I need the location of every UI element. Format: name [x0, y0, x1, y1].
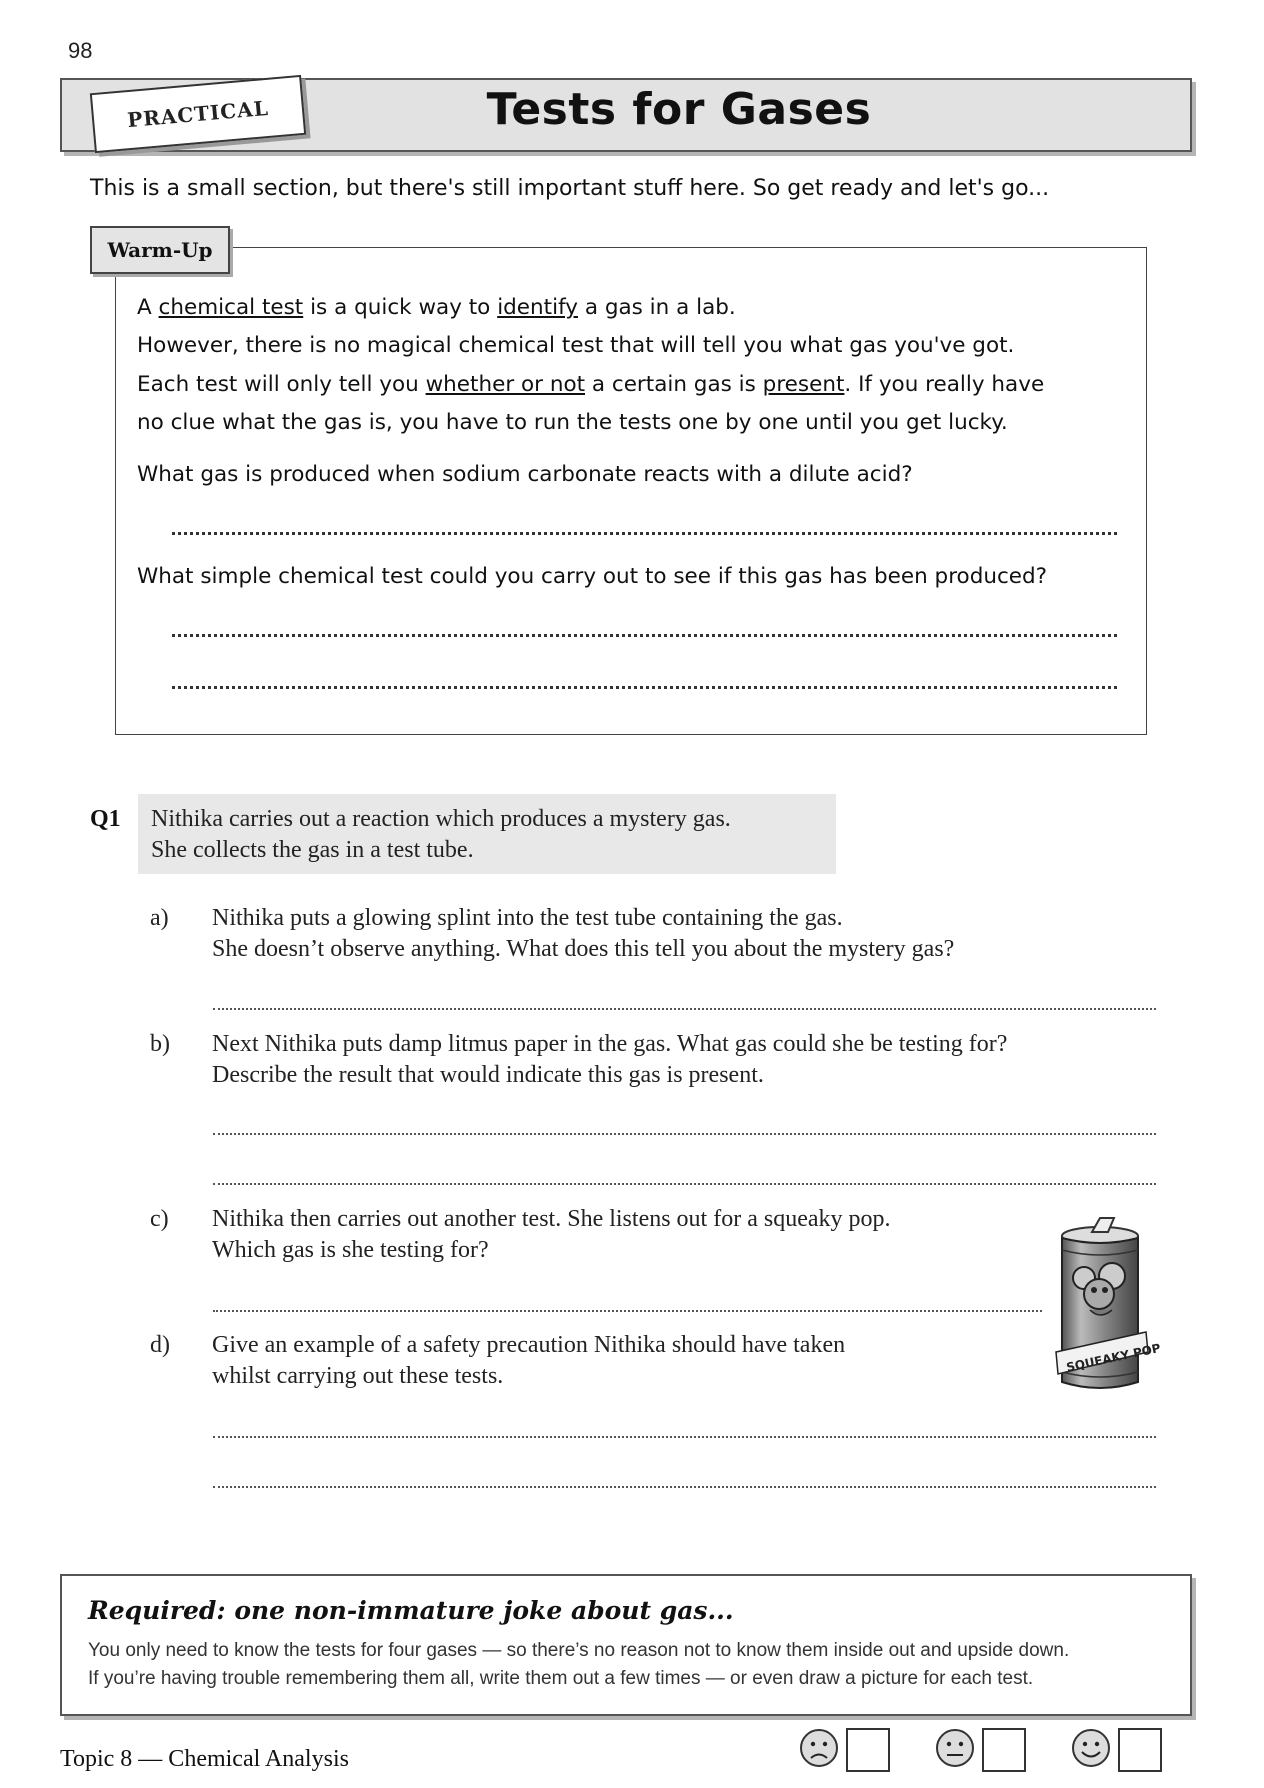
warm-up-question-2: What simple chemical test could you carry out to see if this gas has been produced? — [137, 564, 1048, 589]
part-d-line-1: Give an example of a safety precaution Nithika should have taken — [212, 1332, 846, 1358]
sad-face-icon — [799, 1728, 839, 1768]
q1-stem-line-1: Nithika carries out a reaction which produces a mystery gas. — [151, 806, 731, 832]
part-label-a: a) — [150, 905, 169, 931]
topic-footer: Topic 8 — Chemical Analysis — [60, 1746, 349, 1772]
answer-line[interactable] — [172, 686, 1117, 689]
neutral-checkbox[interactable] — [982, 1728, 1026, 1772]
part-c-line-2: Which gas is she testing for? — [212, 1237, 489, 1263]
answer-line[interactable] — [172, 634, 1117, 637]
question-number: Q1 — [90, 806, 121, 832]
part-d-line-2: whilst carrying out these tests. — [212, 1363, 504, 1389]
part-b-line-1: Next Nithika puts damp litmus paper in the gas. What gas could she be testing for? — [212, 1031, 1008, 1057]
answer-line[interactable] — [172, 532, 1117, 535]
part-a-line-1: Nithika puts a glowing splint into the test tube containing the gas. — [212, 905, 843, 931]
part-b-line-2: Describe the result that would indicate this gas is present. — [212, 1062, 764, 1088]
part-label-d: d) — [150, 1332, 170, 1358]
answer-line[interactable] — [213, 1008, 1156, 1010]
warm-up-line-4: no clue what the gas is, you have to run the tests one by one until you get lucky. — [137, 410, 1008, 435]
part-label-c: c) — [150, 1206, 169, 1232]
answer-line[interactable] — [213, 1486, 1156, 1488]
can-label-text: SQUEAKY POP — [1065, 1340, 1162, 1375]
term-identify: identify — [497, 295, 578, 320]
intro-text: This is a small section, but there's still important stuff here. So get ready and let's go... — [90, 176, 1050, 201]
warm-up-tab: Warm-Up — [90, 226, 230, 274]
answer-line[interactable] — [213, 1183, 1156, 1185]
term-chemical-test: chemical test — [158, 295, 304, 320]
answer-line[interactable] — [213, 1310, 1042, 1312]
term-present: present — [762, 372, 845, 397]
neutral-face-icon — [935, 1728, 975, 1768]
answer-line[interactable] — [213, 1133, 1156, 1135]
happy-face-icon — [1071, 1728, 1111, 1768]
warm-up-box — [115, 247, 1147, 735]
warm-up-line-2: However, there is no magical chemical test that will tell you what gas you've got. — [137, 333, 1015, 358]
practical-badge: PRACTICAL — [90, 75, 306, 153]
squeaky-pop-can-illustration — [1052, 1212, 1162, 1397]
text: a certain gas is — [585, 372, 763, 397]
text: is a quick way to — [303, 295, 498, 320]
tip-line-2: If you’re having trouble remembering them all, write them out a few times — or even draw a picture for each test. — [88, 1668, 1034, 1689]
happy-checkbox[interactable] — [1118, 1728, 1162, 1772]
text: . If you really have — [844, 372, 1045, 397]
warm-up-question-1: What gas is produced when sodium carbonate reacts with a dilute acid? — [137, 462, 913, 487]
warm-up-line-1 — [137, 295, 736, 320]
text: Each test will only tell you — [137, 372, 426, 397]
tip-heading: Required: one non-immature joke about gas... — [88, 1596, 734, 1625]
part-c-line-1: Nithika then carries out another test. She listens out for a squeaky pop. — [212, 1206, 891, 1232]
part-a-line-2: She doesn’t observe anything. What does this tell you about the mystery gas? — [212, 936, 955, 962]
tip-line-1: You only need to know the tests for four gases — so there’s no reason not to know them inside out and upside down. — [88, 1640, 1070, 1661]
sad-checkbox[interactable] — [846, 1728, 890, 1772]
term-whether-or-not: whether or not — [425, 372, 586, 397]
page-title: Tests for Gases — [486, 84, 872, 135]
page-number: 98 — [68, 38, 93, 63]
warm-up-line-3 — [137, 372, 1044, 397]
text: a gas in a lab. — [577, 295, 736, 320]
part-label-b: b) — [150, 1031, 170, 1057]
text: A — [137, 295, 159, 320]
q1-stem-line-2: She collects the gas in a test tube. — [151, 837, 474, 863]
answer-line[interactable] — [213, 1436, 1156, 1438]
